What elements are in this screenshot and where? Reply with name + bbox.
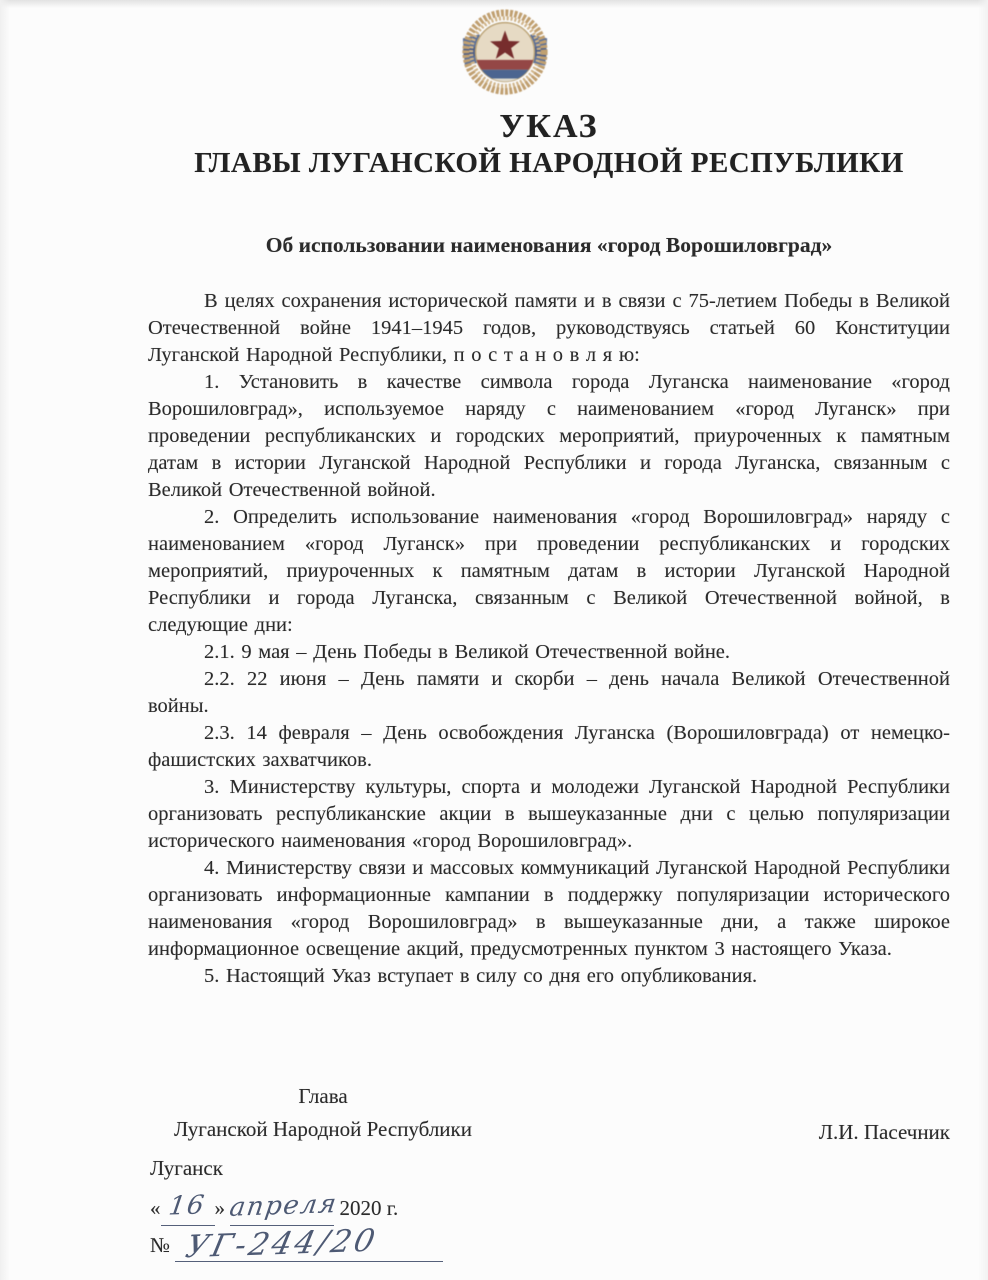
decree-issuer-title: ГЛАВЫ ЛУГАНСКОЙ НАРОДНОЙ РЕСПУБЛИКИ bbox=[194, 147, 904, 179]
handwritten-day: 16 bbox=[167, 1190, 208, 1222]
decree-item-2-2: 2.2. 22 июня – День памяти и скорби – день начала Великой Отечественной войны. bbox=[148, 668, 950, 717]
issue-date bbox=[150, 1188, 443, 1224]
decree-intro: В целях сохранения исторической памяти и в связи с 75-летием Победы в Великой Отечественной войне 1941–1945 годов, руководствуясь статьей 60 Конституции Луганской Народной Республики, п о с т а н о в л я ю: bbox=[148, 290, 950, 366]
lnr-coat-of-arms bbox=[456, 4, 554, 106]
issue-city: Луганск bbox=[150, 1156, 223, 1180]
issue-year: 2020 г. bbox=[339, 1196, 399, 1220]
signature-post-line2: Луганской Народной Республики bbox=[174, 1117, 472, 1141]
signature-post-line1: Глава bbox=[298, 1084, 348, 1108]
decree-title-block bbox=[148, 108, 950, 180]
scan-edge-right bbox=[978, 0, 988, 1280]
decree-subject: Об использовании наименования «город Ворошиловград» bbox=[265, 233, 833, 257]
scan-edge-left bbox=[0, 0, 10, 1280]
handwritten-decree-number: УГ-244/20 bbox=[182, 1222, 382, 1266]
decree-type-title: УКАЗ bbox=[499, 108, 599, 145]
decree-item-2-3: 2.3. 14 февраля – День освобождения Луганска (Ворошиловграда) от немецко-фашистских захватчиков. bbox=[148, 722, 950, 771]
date-open-quote: « bbox=[150, 1196, 161, 1220]
red-band bbox=[474, 60, 537, 70]
issue-details bbox=[150, 1156, 443, 1264]
signature-block bbox=[148, 1080, 950, 1146]
signature-post bbox=[174, 1080, 472, 1146]
decree-item-2-1: 2.1. 9 мая – День Победы в Великой Отечественной войне. bbox=[204, 641, 731, 663]
date-close-quote: » bbox=[214, 1196, 225, 1220]
decree-item-4: 4. Министерству связи и массовых коммуникаций Луганской Народной Республики организовать информационные кампании в поддержку популяризации исторического наименования «город Ворошиловград» в вышеуказанные дни, а также широкое информационное освещение акций, предусмотренных пунктом 3 настоящего Указа. bbox=[148, 857, 950, 960]
decree-number bbox=[150, 1224, 443, 1264]
signature-name: Л.И. Пасечник bbox=[818, 1120, 950, 1144]
decree-item-2: 2. Определить использование наименования «город Ворошиловград» наряду с наименованием «город Луганск» при проведении республиканских и городских мероприятий, приуроченных к памятным датам в истории Луганской Народной Республики и города Луганска, связанным с Великой Отечественной войной, в следующие дни: bbox=[148, 506, 950, 636]
decree-number-label: № bbox=[150, 1233, 171, 1257]
decree-item-3: 3. Министерству культуры, спорта и молодежи Луганской Народной Республики организовать республиканские акции в вышеуказанные дни с целью популяризации исторического наименования «город Ворошиловград». bbox=[148, 776, 950, 852]
decree-item-1: 1. Установить в качестве символа города Луганска наименование «город Ворошиловград», используемое наряду с наименованием «город Луганск» при проведении республиканских и городских мероприятий, приуроченных к памятным датам в истории Луганской Народной Республики и города Луганска, связанным с Великой Отечественной войной. bbox=[148, 371, 950, 501]
decree-item-5: 5. Настоящий Указ вступает в силу со дня его опубликования. bbox=[204, 965, 758, 987]
handwritten-month: апреля bbox=[227, 1189, 340, 1223]
decree-body bbox=[148, 288, 950, 990]
